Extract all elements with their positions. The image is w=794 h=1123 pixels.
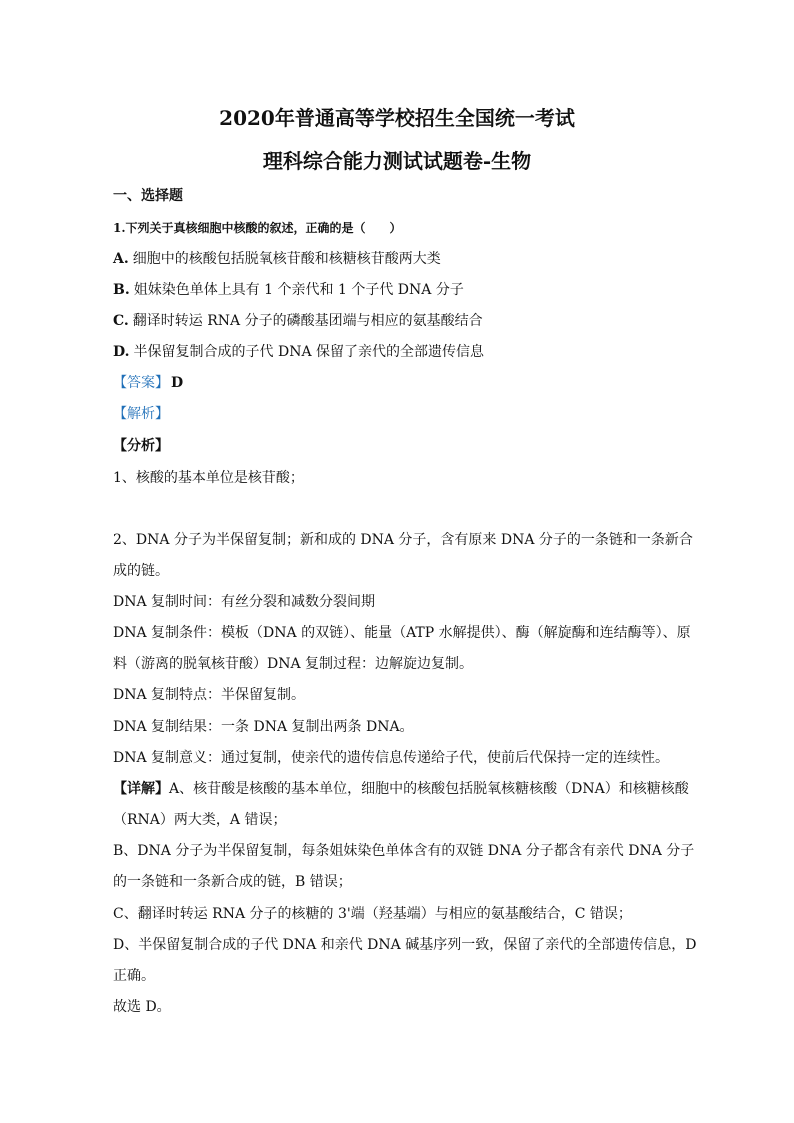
body-line: DNA 复制特点：半保留复制。 <box>113 687 306 703</box>
answer-value: D <box>171 375 184 391</box>
body-line: DNA 复制条件：模板（DNA 的双链）、能量（ATP 水解提供）、酶（解旋酶和连结酶等）、原 <box>113 625 691 641</box>
detail-line: （RNA）两大类，A 错误； <box>113 812 287 828</box>
detail-line: B、DNA 分子为半保留复制，每条姐妹染色单体含有的双链 DNA 分子都含有亲代 DNA 分子 <box>113 843 695 859</box>
answer-label: 【答案】 <box>113 375 169 391</box>
exam-title: 2020年普通高等学校招生全国统一考试 <box>219 106 575 130</box>
question-1: 1.下列关于真核细胞中核酸的叙述，正确的是（ ） <box>113 221 402 235</box>
detail-line: C、翻译时转运 RNA 分子的核糖的 3'端（羟基端）与相应的氨基酸结合，C 错误； <box>113 906 632 922</box>
option-text: 半保留复制合成的子代 DNA 保留了亲代的全部遗传信息 <box>133 344 484 360</box>
option-letter: D. <box>113 344 130 360</box>
option-letter: C. <box>113 313 129 329</box>
fenxi-label: 【分析】 <box>113 438 169 454</box>
detail-line: 正确。 <box>113 968 155 984</box>
option-text: 翻译时转运 RNA 分子的磷酸基团端与相应的氨基酸结合 <box>132 313 483 329</box>
body-line: DNA 复制时间：有丝分裂和减数分裂间期 <box>113 594 376 610</box>
body-line: 2、DNA 分子为半保留复制；新和成的 DNA 分子，含有原来 DNA 分子的一条链和一条新合 <box>113 532 693 548</box>
option-b <box>113 281 683 299</box>
option-text: 细胞中的核酸包括脱氧核苷酸和核糖核苷酸两大类 <box>132 251 441 267</box>
detail-line <box>113 780 689 798</box>
option-letter: B. <box>113 282 130 298</box>
analysis-label: 【解析】 <box>113 406 169 422</box>
option-a <box>113 250 683 268</box>
body-line: 成的链。 <box>113 563 169 579</box>
detail-line: 故选 D。 <box>113 999 171 1015</box>
section-heading: 一、选择题 <box>113 188 183 204</box>
option-d <box>113 343 683 361</box>
option-letter: A. <box>113 251 129 267</box>
detail-label: 【详解】 <box>113 781 169 797</box>
body-line: DNA 复制结果：一条 DNA 复制出两条 DNA。 <box>113 719 414 735</box>
detail-line: 的一条链和一条新合成的链，B 错误； <box>113 874 352 890</box>
body-line: 料（游离的脱氧核苷酸）DNA 复制过程：边解旋边复制。 <box>113 656 474 672</box>
detail-text: A、核苷酸是核酸的基本单位，细胞中的核酸包括脱氧核糖核酸（DNA）和核糖核酸 <box>169 781 689 797</box>
detail-line: D、半保留复制合成的子代 DNA 和亲代 DNA 碱基序列一致，保留了亲代的全部遗传信息，D <box>113 937 697 953</box>
exam-subtitle: 理科综合能力测试试题卷-生物 <box>262 149 532 173</box>
answer-line <box>113 374 683 392</box>
option-c <box>113 312 683 330</box>
option-text: 姐妹染色单体上具有 1 个亲代和 1 个子代 DNA 分子 <box>133 282 464 298</box>
body-line: DNA 复制意义：通过复制，使亲代的遗传信息传递给子代，使前后代保持一定的连续性。 <box>113 750 670 766</box>
body-line: 1、核酸的基本单位是核苷酸； <box>113 470 304 486</box>
